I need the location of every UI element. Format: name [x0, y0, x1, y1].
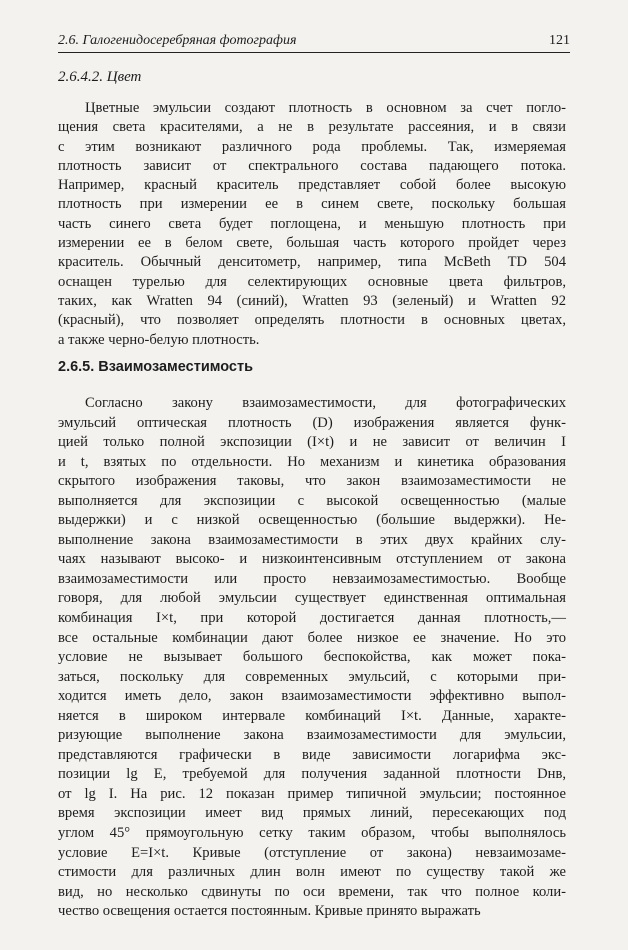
text-line: с этим возникают различного рода проблемы. Так, измеряемая: [58, 138, 566, 155]
section-title: 2.6.5. Взаимозаместимость: [58, 359, 254, 375]
text-line: плотность при измерении ее в синем свете, поскольку большая: [58, 196, 566, 213]
text-line: ризующие выполнение закона взаимозаместимости для эмульсии,: [58, 727, 566, 744]
header-section-title: 2.6. Галогенидосеребряная фотография: [58, 33, 297, 48]
text-line: щения света красителями, а не в результате рассеяния, и в связи: [58, 119, 566, 136]
text-line: представляются графически в виде зависимости логарифма экс-: [58, 746, 566, 763]
text-line: эмульсий оптическая плотность (D) изображения является функ-: [58, 414, 566, 431]
text-line: ходится иметь дело, закон взаимозаместимости эффективно выпол-: [58, 688, 566, 705]
text-line: чество освещения остается постоянным. Кривые принято выражать: [58, 903, 481, 920]
text-line: цией только полной экспозиции (I×t) и не зависит от величин I: [58, 434, 566, 451]
text-line: углом 45° прямоугольную сетку таким образом, чтобы выполнялось: [58, 825, 566, 842]
text-line: выполняется для экспозиции с высокой освещенностью (малые: [58, 492, 566, 509]
text-line: измерении ее в белом свете, большая часть которого пройдет через: [58, 235, 566, 252]
text-line: скрытого изображения таковы, что закон взаимозаместимости не: [58, 473, 566, 490]
text-line: выполнение закона взаимозаместимости в этих двух крайних слу-: [58, 531, 566, 548]
text-line: (красный), что позволяет определять плотности в основных цветах,: [58, 312, 566, 329]
text-line: плотность зависит от спектрального состава падающего потока.: [58, 157, 566, 174]
text-line: условие не вызывает большого беспокойства, как может пока-: [58, 649, 566, 666]
text-line: заться, поскольку для современных эмульсий, с которыми при-: [58, 668, 566, 685]
text-line: а также черно-белую плотность.: [58, 331, 260, 348]
text-line: Например, красный краситель представляет собой более высокую: [58, 177, 566, 194]
text-line: Согласно закону взаимозаместимости, для фотографических: [85, 395, 566, 411]
text-line: позиции lg E, требуемой для получения заданной плотности Dнв,: [58, 766, 566, 783]
text-line: и t, взятых по отдельности. Но механизм и кинетика образования: [58, 453, 566, 470]
header-rule: [58, 52, 570, 53]
text-line: вид, но несколько сдвинуты по оси времени, так что полное коли-: [58, 883, 566, 900]
running-header: [58, 33, 570, 49]
text-line: таких, как Wratten 94 (синий), Wratten 93 (зеленый) и Wratten 92: [58, 292, 566, 309]
text-line: от lg I. На рис. 12 показан пример типичной эмульсии; постоянное: [58, 785, 566, 802]
page-number: 121: [549, 33, 570, 48]
text-line: выдержки) и с низкой освещенностью (большие выдержки). Не-: [58, 512, 566, 529]
text-line: все остальные комбинации дают более низкое ее значение. Но это: [58, 629, 566, 646]
text-line: взаимозаместимости или просто невзаимозаместимостью. Вообще: [58, 570, 566, 587]
text-line: время экспозиции имеет вид прямых линий, пересекающих под: [58, 805, 566, 822]
text-line: оснащен турелью для селектирующих основные цвета фильтров,: [58, 273, 566, 290]
text-line: условие E=I×t. Кривые (отступление от закона) невзаимозаме-: [58, 844, 566, 861]
text-line: комбинация I×t, при которой достигается данная плотность,—: [58, 610, 566, 627]
text-line: говоря, для любой эмульсии существует единственная оптимальная: [58, 590, 566, 607]
paragraph-reciprocity: [58, 394, 566, 922]
text-line: стимости для различных длин волн имеют по существу такой же: [58, 864, 566, 881]
text-line: часть синего света будет поглощена, и меньшую плотность при: [58, 215, 566, 232]
paragraph-color: [58, 99, 566, 350]
text-line: краситель. Обычный денситометр, например, типа McBeth TD 504: [58, 254, 566, 271]
text-line: няется в широком интервале комбинаций I×t. Данные, характе-: [58, 707, 566, 724]
subsection-title: 2.6.4.2. Цвет: [58, 69, 142, 85]
text-line: чаях называют высоко- и низкоинтенсивным отступлением от закона: [58, 551, 566, 568]
text-line: Цветные эмульсии создают плотность в основном за счет погло-: [85, 100, 566, 116]
